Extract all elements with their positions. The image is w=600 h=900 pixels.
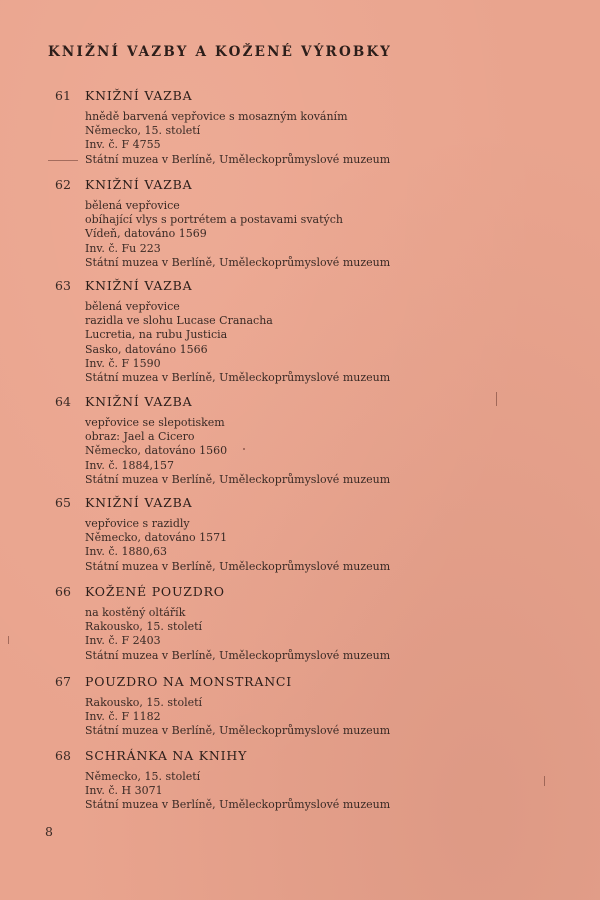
entry-line: vepřovice se slepotiskem <box>85 416 225 429</box>
entry-title: KOŽENÉ POUZDRO <box>85 584 225 599</box>
entry-title: KNIŽNÍ VAZBA <box>85 495 193 510</box>
entry-line: Rakousko, 15. století <box>85 620 203 634</box>
entry-line: Inv. č. F 1590 <box>85 356 161 370</box>
entry-details <box>85 696 390 739</box>
entry-title: SCHRÁNKA NA KNIHY <box>85 748 248 763</box>
entry-line: bělená vepřovice <box>85 199 180 212</box>
entry-number: 65 <box>55 495 71 510</box>
entry-details <box>85 199 390 270</box>
entry-number: 66 <box>55 584 71 599</box>
entry-title: KNIŽNÍ VAZBA <box>85 394 193 409</box>
entry-details <box>85 770 390 813</box>
entry-line: Státní muzea v Berlíně, Uměleckoprůmyslové muzeum <box>85 371 391 385</box>
entry-line: Inv. č. F 2403 <box>85 634 161 648</box>
entry-line: Státní muzea v Berlíně, Uměleckoprůmyslové muzeum <box>85 648 391 662</box>
entry-number: 67 <box>55 674 71 689</box>
paper-speck <box>243 448 245 450</box>
entry-line: Lucretia, na rubu Justicia <box>85 328 228 342</box>
entry-line: razidla ve slohu Lucase Cranacha <box>85 314 273 328</box>
entry-details <box>85 606 390 663</box>
entry-details <box>85 110 390 167</box>
entry-line: Německo, 15. století <box>85 124 201 138</box>
entry-line: Státní muzea v Berlíně, Uměleckoprůmyslové muzeum <box>85 152 391 166</box>
entry-line: Státní muzea v Berlíně, Uměleckoprůmyslové muzeum <box>85 255 391 269</box>
page-number: 8 <box>45 824 53 839</box>
entry-details <box>85 416 390 487</box>
entry-line: Německo, datováno 1560 <box>85 444 228 458</box>
entry-number: 63 <box>55 278 71 293</box>
paper-speck <box>48 160 78 161</box>
entry-line: vepřovice s razidly <box>85 517 190 530</box>
entry-number: 61 <box>55 88 71 103</box>
entry-line: na kostěný oltářík <box>85 606 186 619</box>
paper-speck <box>496 392 497 406</box>
entry-details <box>85 300 390 385</box>
entry-number: 62 <box>55 177 71 192</box>
entry-line: bělená vepřovice <box>85 300 180 313</box>
entry-line: Inv. č. H 3071 <box>85 784 163 798</box>
entry-line: Inv. č. Fu 223 <box>85 241 161 255</box>
entry-line: Německo, datováno 1571 <box>85 531 228 545</box>
entry-line: Státní muzea v Berlíně, Uměleckoprůmyslové muzeum <box>85 559 391 573</box>
entry-line: Státní muzea v Berlíně, Uměleckoprůmyslové muzeum <box>85 472 391 486</box>
entry-line: Rakousko, 15. století <box>85 696 203 709</box>
entry-line: Inv. č. F 4755 <box>85 138 161 152</box>
paper-speck <box>544 776 545 786</box>
entry-line: Státní muzea v Berlíně, Uměleckoprůmyslové muzeum <box>85 724 391 738</box>
entry-line: obíhající vlys s portrétem a postavami svatých <box>85 213 343 227</box>
entry-number: 64 <box>55 394 71 409</box>
entry-line: Německo, 15. století <box>85 770 201 783</box>
entry-title: POUZDRO NA MONSTRANCI <box>85 674 293 689</box>
entry-line: hnědě barvená vepřovice s mosazným kováním <box>85 110 348 123</box>
entry-title: KNIŽNÍ VAZBA <box>85 177 193 192</box>
entry-line: Inv. č. F 1182 <box>85 710 161 724</box>
paper-speck <box>8 636 9 644</box>
entry-line: Vídeň, datováno 1569 <box>85 227 207 241</box>
entry-details <box>85 517 390 574</box>
entry-line: Státní muzea v Berlíně, Uměleckoprůmyslové muzeum <box>85 798 391 812</box>
entry-line: Sasko, datováno 1566 <box>85 342 208 356</box>
entry-line: Inv. č. 1884,157 <box>85 458 174 472</box>
entry-line: Inv. č. 1880,63 <box>85 545 167 559</box>
entry-line: obraz: Jael a Cicero <box>85 430 195 444</box>
entry-number: 68 <box>55 748 71 763</box>
section-heading: KNIŽNÍ VAZBY A KOŽENÉ VÝROBKY <box>48 44 392 60</box>
entry-title: KNIŽNÍ VAZBA <box>85 278 193 293</box>
entry-title: KNIŽNÍ VAZBA <box>85 88 193 103</box>
